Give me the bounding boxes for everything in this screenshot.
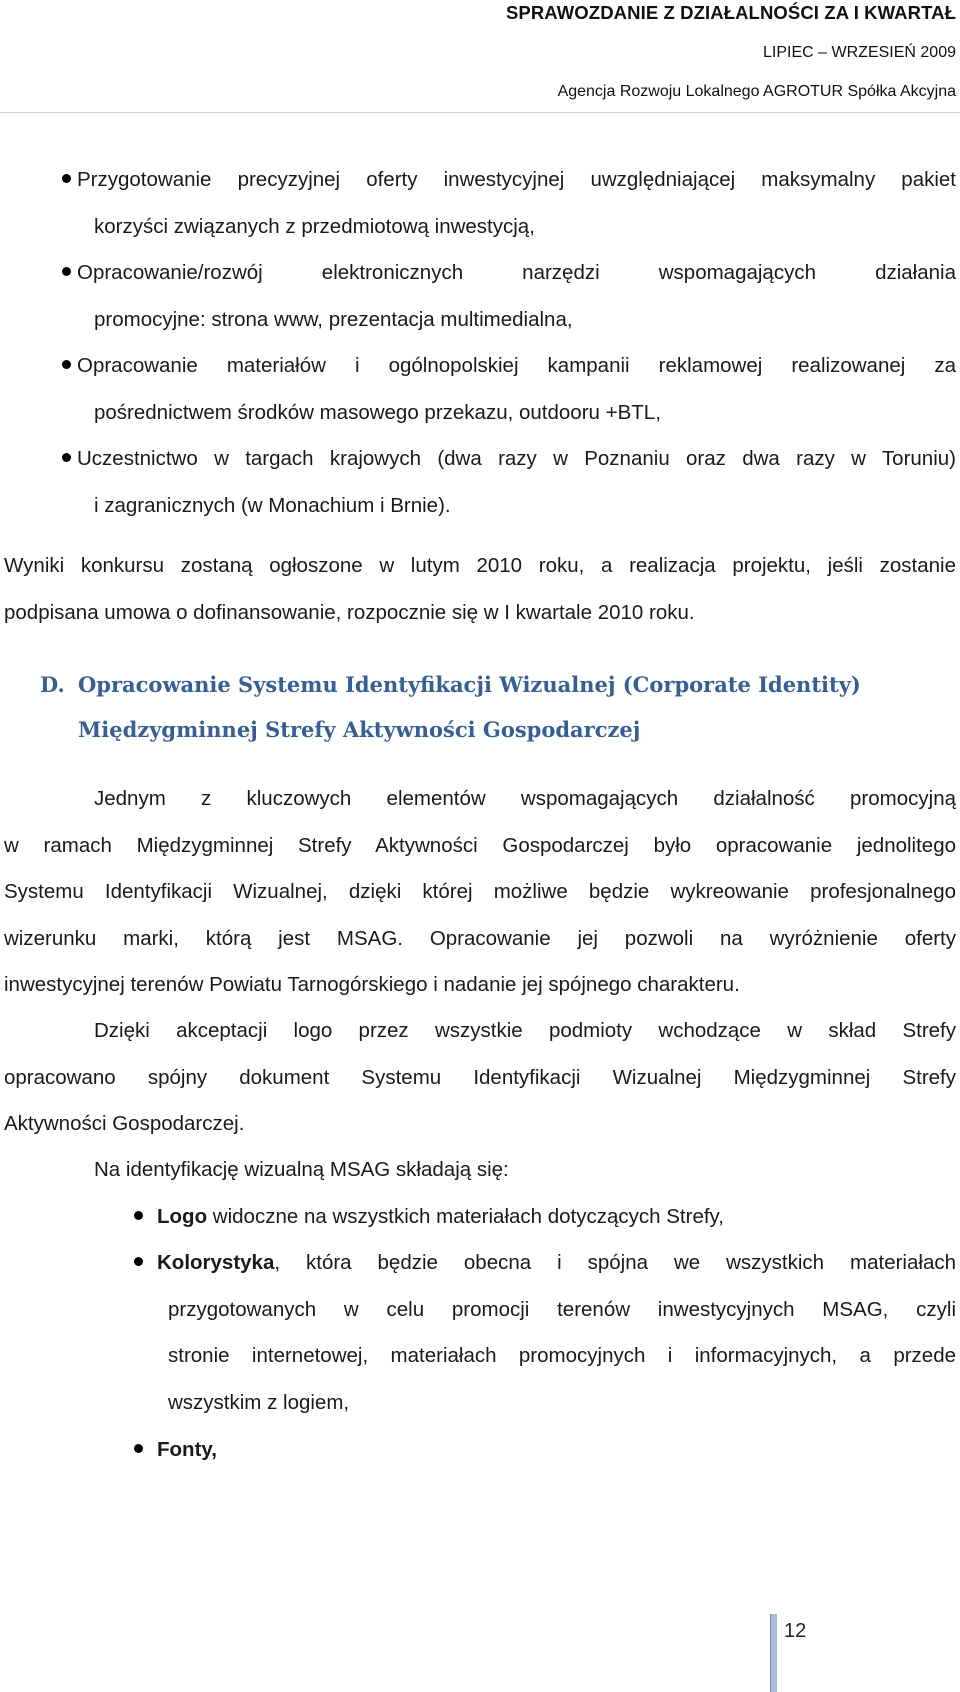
page-number: 12: [784, 1620, 807, 1642]
paragraph-line: Jednym z kluczowych elementów wspomagających działalność promocyjną: [94, 787, 956, 810]
paragraph-line: Dzięki akceptacji logo przez wszystkie podmioty wchodzące w skład Strefy: [94, 1019, 956, 1042]
bullet-item: [62, 343, 956, 436]
identity-element-item: [134, 1240, 956, 1426]
element-name: Logo: [157, 1205, 208, 1228]
paragraph-line: Wyniki konkursu zostaną ogłoszone w lutym 2010 roku, a realizacja projektu, jeśli zostanie: [4, 554, 956, 577]
identity-element-item: [134, 1194, 956, 1241]
bullet-item: [62, 157, 956, 250]
bullet-text: Przygotowanie precyzyjnej oferty inwestycyjnej uwzględniającej maksymalny pakiet: [77, 168, 956, 191]
identity-element-item: [134, 1427, 956, 1474]
results-paragraph: [4, 543, 956, 636]
body-paragraph: [4, 1008, 956, 1148]
element-name: Fonty,: [157, 1438, 217, 1461]
report-period: LIPIEC – WRZESIEŃ 2009: [763, 44, 956, 61]
element-desc: , która będzie obecna i spójna we wszystkich materiałach: [274, 1251, 956, 1274]
bullet-text: pośrednictwem środków masowego przekazu, outdooru +BTL,: [94, 400, 661, 424]
section-title-line: Międzygminnej Strefy Aktywności Gospodarczej: [78, 717, 641, 742]
body-paragraph: [4, 776, 956, 1009]
bullet-text: Opracowanie/rozwój elektronicznych narzędzi wspomagających działania: [77, 261, 956, 284]
section-letter: D.: [40, 672, 65, 697]
paragraph-line: Aktywności Gospodarczej.: [4, 1112, 245, 1135]
paragraph-line: w ramach Międzygminnej Strefy Aktywności Gospodarczej było opracowanie jednolitego: [4, 833, 956, 857]
bullet-item: [62, 250, 956, 343]
paragraph-line: podpisana umowa o dofinansowanie, rozpocznie się w I kwartale 2010 roku.: [4, 600, 695, 624]
bullet-dot-icon: [134, 1211, 143, 1220]
bullet-text: promocyjne: strona www, prezentacja multimedialna,: [94, 307, 573, 331]
bullet-dot-icon: [62, 453, 71, 462]
element-desc: przygotowanych w celu promocji terenów inwestycyjnych MSAG, czyli: [168, 1297, 956, 1321]
bullet-text: Opracowanie materiałów i ogólnopolskiej kampanii reklamowej realizowanej za: [77, 354, 956, 377]
paragraph-line: wizerunku marki, którą jest MSAG. Opracowanie jej pozwoli na wyróżnienie oferty: [4, 926, 956, 950]
section-heading: [40, 662, 940, 752]
bullet-item: [62, 436, 956, 529]
element-desc: widoczne na wszystkich materiałach dotyczących Strefy,: [207, 1205, 724, 1228]
report-title: SPRAWOZDANIE Z DZIAŁALNOŚCI ZA I KWARTAŁ: [505, 2, 956, 23]
body-paragraph: [4, 1147, 956, 1194]
paragraph-line: inwestycyjnej terenów Powiatu Tarnogórskiego i nadanie jej spójnego charakteru.: [4, 973, 740, 996]
paragraph-line: opracowano spójny dokument Systemu Identyfikacji Wizualnej Międzygminnej Strefy: [4, 1065, 956, 1089]
bullet-dot-icon: [134, 1444, 143, 1453]
paragraph-line: Na identyfikację wizualną MSAG składają się:: [94, 1158, 509, 1181]
bullet-dot-icon: [134, 1257, 143, 1266]
bullet-dot-icon: [62, 174, 71, 183]
element-name: Kolorystyka: [157, 1251, 275, 1274]
bullet-text: korzyści związanych z przedmiotową inwestycją,: [94, 214, 535, 238]
bullet-dot-icon: [62, 267, 71, 276]
page-header: [0, 0, 960, 113]
paragraph-line: Systemu Identyfikacji Wizualnej, dzięki której możliwe będzie wykreowanie profesjonalnego: [4, 880, 956, 903]
bullet-text: i zagranicznych (w Monachium i Brnie).: [94, 493, 451, 517]
bullet-dot-icon: [62, 360, 71, 369]
element-desc: stronie internetowej, materiałach promocyjnych i informacyjnych, a przede: [168, 1344, 956, 1367]
section-title-line: Opracowanie Systemu Identyfikacji Wizualnej (Corporate Identity): [78, 672, 861, 697]
company-name: Agencja Rozwoju Lokalnego AGROTUR Spółka Akcyjna: [557, 83, 956, 100]
bullet-text: Uczestnictwo w targach krajowych (dwa razy w Poznaniu oraz dwa razy w Toruniu): [77, 447, 956, 470]
element-desc: wszystkim z logiem,: [168, 1390, 350, 1414]
footer-accent-bar: [770, 1614, 777, 1692]
